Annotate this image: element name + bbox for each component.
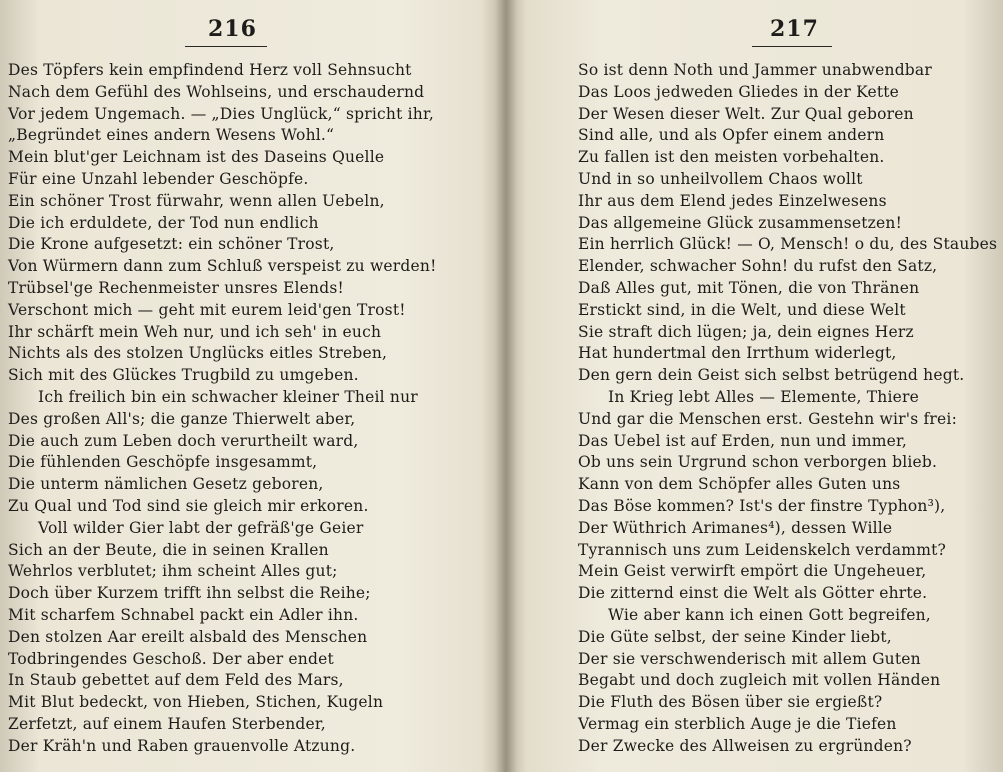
verse-line: Sich mit des Glückes Trugbild zu umgeben.: [8, 366, 359, 385]
verse-lines: [578, 60, 997, 758]
verse-line: Das Uebel ist auf Erden, nun und immer,: [578, 431, 908, 450]
verse-line: Die Krone aufgesetzt: ein schöner Trost,: [8, 235, 335, 254]
verse-line: Für eine Unzahl lebender Geschöpfe.: [8, 169, 309, 188]
verse-line: Die unterm nämlichen Gesetz geboren,: [8, 475, 324, 494]
verse-line: Und gar die Menschen erst. Gestehn wir's frei:: [578, 409, 957, 428]
verse-line: Das Böse kommen? Ist's der finstre Typhon³),: [578, 496, 946, 515]
verse-line: Kann von dem Schöpfer alles Guten uns: [578, 475, 901, 494]
verse-line: Des großen All's; die ganze Thierwelt aber,: [8, 409, 356, 428]
left-page: [0, 0, 500, 772]
header-rule: [752, 46, 832, 47]
verse-line: Zerfetzt, auf einem Haufen Sterbender,: [8, 714, 326, 733]
verse-line: Vor jedem Ungemach. — „Dies Unglück,“ spricht ihr,: [8, 104, 435, 123]
verse-line: Der Kräh'n und Raben grauenvolle Atzung.: [8, 736, 356, 755]
verse-line: Von Würmern dann zum Schluß verspeist zu werden!: [8, 257, 437, 276]
page-number: 217: [770, 16, 819, 42]
verse-line: Ihr schärft mein Weh nur, und ich seh' in euch: [8, 322, 382, 341]
verse-line: Zu fallen ist den meisten vorbehalten.: [578, 148, 885, 167]
verse-line: Mit Blut bedeckt, von Hieben, Stichen, Kugeln: [8, 693, 384, 712]
verse-line: Die Güte selbst, der seine Kinder liebt,: [578, 627, 892, 646]
verse-line: Daß Alles gut, mit Tönen, die von Thränen: [578, 278, 920, 297]
verse-line: „Begründet eines andern Wesens Wohl.“: [8, 126, 335, 145]
verse-line: Sie straft dich lügen; ja, dein eignes Herz: [578, 322, 914, 341]
verse-line: Sind alle, und als Opfer einem andern: [578, 126, 885, 145]
verse-line: Die fühlenden Geschöpfe insgesammt,: [8, 453, 318, 472]
verse-line: Vermag ein sterblich Auge je die Tiefen: [578, 714, 897, 733]
verse-line: Der Wesen dieser Welt. Zur Qual geboren: [578, 104, 914, 123]
verse-line: Wie aber kann ich einen Gott begreifen,: [608, 605, 931, 624]
verse-line: Der sie verschwenderisch mit allem Guten: [578, 649, 921, 668]
verse-line: Wehrlos verblutet; ihm scheint Alles gut;: [8, 562, 338, 581]
verse-line: Verschont mich — geht mit eurem leid'gen Trost!: [8, 300, 406, 319]
verse-line: Todbringendes Geschoß. Der aber endet: [8, 649, 334, 668]
verse-line: Das Loos jedweden Gliedes in der Kette: [578, 82, 900, 101]
verse-line: Die zitternd einst die Welt als Götter ehrte.: [578, 584, 928, 603]
page-number: 216: [208, 16, 257, 42]
verse-line: Die ich erduldete, der Tod nun endlich: [8, 213, 319, 232]
verse-line: In Staub gebettet auf dem Feld des Mars,: [8, 671, 344, 690]
verse-line: Die Fluth des Bösen über sie ergießt?: [578, 693, 883, 712]
verse-line: Ich freilich bin ein schwacher kleiner Theil nur: [38, 387, 418, 406]
verse-line: Ihr aus dem Elend jedes Einzelwesens: [578, 191, 887, 210]
verse-line: Den gern dein Geist sich selbst betrügend hegt.: [578, 366, 965, 385]
verse-line: Erstickt sind, in die Welt, und diese Welt: [578, 300, 906, 319]
verse-line: Ein herrlich Glück! — O, Mensch! o du, des Staubes: [578, 235, 998, 254]
header-rule: [185, 46, 267, 47]
verse-line: Die auch zum Leben doch verurtheilt ward,: [8, 431, 359, 450]
verse-line: Den stolzen Aar ereilt alsbald des Menschen: [8, 627, 368, 646]
verse-line: Nichts als des stolzen Unglücks eitles Streben,: [8, 344, 388, 363]
verse-line: Nach dem Gefühl des Wohlseins, und erschaudernd: [8, 82, 425, 101]
verse-line: Das allgemeine Glück zusammensetzen!: [578, 213, 903, 232]
verse-line: Der Zwecke des Allweisen zu ergründen?: [578, 736, 912, 755]
verse-line: Der Wüthrich Arimanes⁴), dessen Wille: [578, 518, 893, 537]
verse-line: Mein blut'ger Leichnam ist des Daseins Quelle: [8, 148, 385, 167]
verse-lines: [8, 60, 437, 758]
verse-line: Ein schöner Trost fürwahr, wenn allen Uebeln,: [8, 191, 385, 210]
verse-line: Ob uns sein Urgrund schon verborgen blieb.: [578, 453, 938, 472]
verse-line: Mein Geist verwirft empört die Ungeheuer,: [578, 562, 927, 581]
verse-line: Tyrannisch uns zum Leidenskelch verdammt?: [578, 540, 947, 559]
verse-line: Trübsel'ge Rechenmeister unsres Elends!: [8, 278, 344, 297]
verse-line: Begabt und doch zugleich mit vollen Händen: [578, 671, 941, 690]
verse-line: Doch über Kurzem trifft ihn selbst die Reihe;: [8, 584, 371, 603]
verse-line: Des Töpfers kein empfindend Herz voll Sehnsucht: [8, 61, 412, 79]
verse-line: Elender, schwacher Sohn! du rufst den Satz,: [578, 257, 938, 276]
verse-line: Sich an der Beute, die in seinen Krallen: [8, 540, 329, 559]
verse-line: Und in so unheilvollem Chaos wollt: [578, 169, 863, 188]
verse-line: So ist denn Noth und Jammer unabwendbar: [578, 61, 932, 79]
verse-line: Zu Qual und Tod sind sie gleich mir erkoren.: [8, 496, 369, 515]
verse-line: Voll wilder Gier labt der gefräß'ge Geier: [38, 518, 364, 537]
right-page: [508, 0, 1003, 772]
verse-line: Mit scharfem Schnabel packt ein Adler ihn.: [8, 605, 359, 624]
verse-line: In Krieg lebt Alles — Elemente, Thiere: [608, 387, 919, 406]
verse-line: Hat hundertmal den Irrthum widerlegt,: [578, 344, 897, 363]
